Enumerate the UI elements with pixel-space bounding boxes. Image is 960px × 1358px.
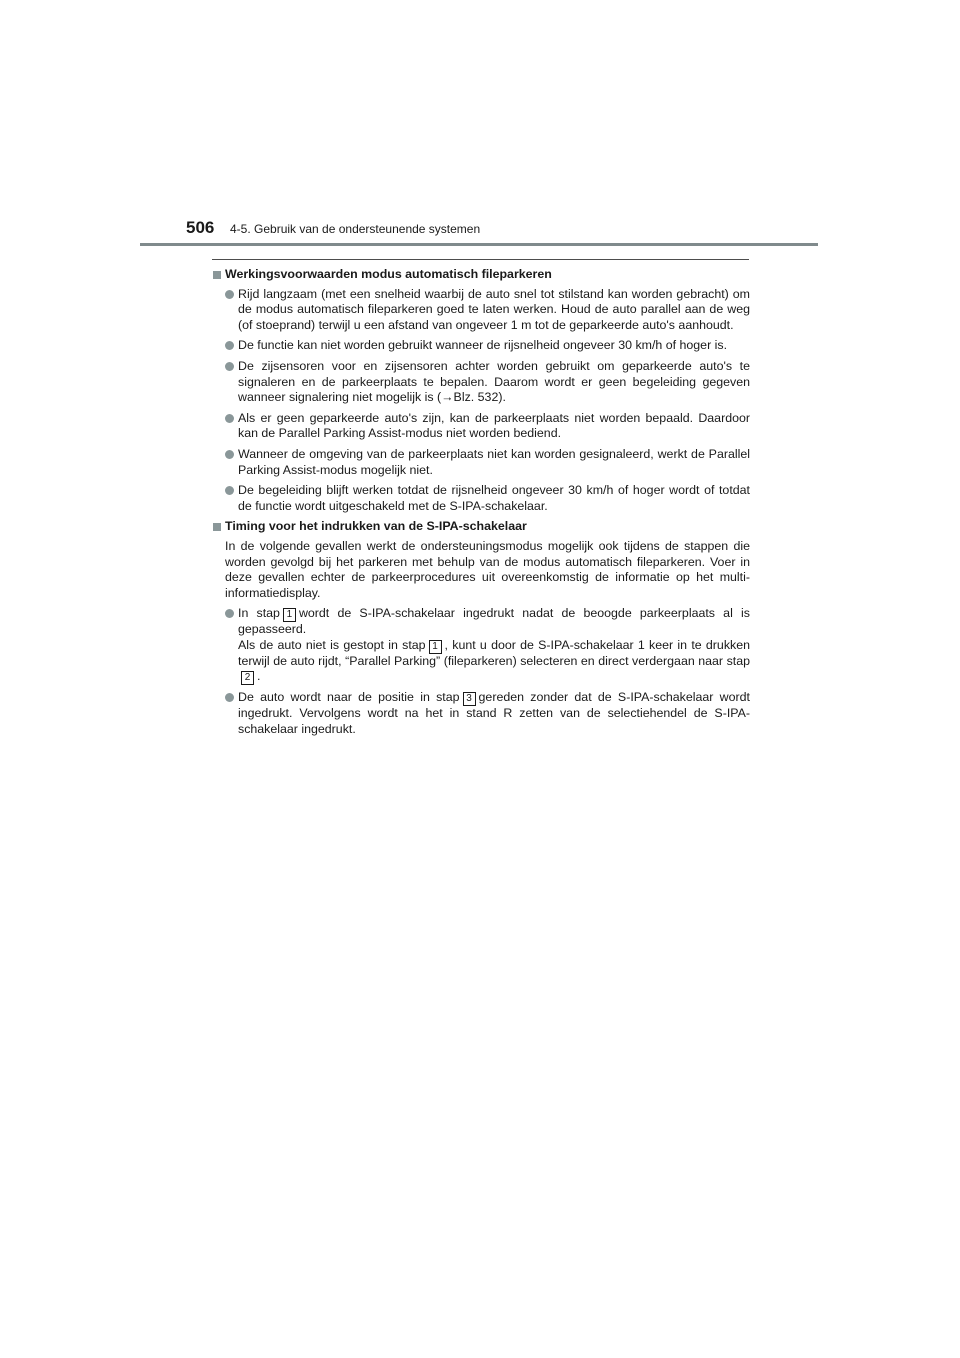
square-bullet-icon — [213, 523, 221, 531]
header-rule — [140, 243, 818, 246]
circle-bullet-icon — [225, 693, 234, 702]
text-run: Als de auto niet is gestopt in stap — [238, 637, 426, 652]
list-item-text: De functie kan niet worden gebruikt wanneer de rijsnelheid ongeveer 30 km/h of hoger is. — [238, 338, 728, 353]
list-item — [212, 606, 750, 685]
list-item — [212, 690, 750, 737]
circle-bullet-icon — [225, 290, 234, 299]
list-item — [212, 338, 750, 354]
list-item-text: De begeleiding blijft werken totdat de rijsnelheid ongeveer 30 km/h of hoger wordt of totdat de functie wordt uitgeschakeld met de S-IPA-schakelaar. — [238, 483, 750, 513]
section-title: Timing voor het indrukken van de S-IPA-schakelaar — [225, 519, 527, 534]
circle-bullet-icon — [225, 414, 234, 423]
list-item-line — [238, 606, 750, 638]
running-header: 4-5. Gebruik van de ondersteunende systemen — [230, 222, 481, 236]
page-number: 506 — [186, 218, 215, 237]
text-run: . — [257, 669, 261, 684]
step-number-badge: 1 — [283, 608, 296, 622]
list-item — [212, 411, 750, 442]
step-number-badge: 1 — [429, 640, 442, 654]
list-item — [212, 447, 750, 478]
list-item-text: Rijd langzaam (met een snelheid waarbij de auto snel tot stilstand kan worden gebracht) om de modus automatisch fileparkeren goed te laten werken. Houd de auto parallel aan de weg (of stoeprand) terwijl u een afstand van ongeveer 1 m tot de geparkeerde auto's aanhoudt. — [238, 286, 750, 332]
step-number-badge: 2 — [241, 671, 254, 685]
text-run: wordt de S-IPA-schakelaar ingedrukt nadat de beoogde parkeerplaats al is gepasseerd. — [238, 606, 750, 637]
circle-bullet-icon — [225, 341, 234, 350]
page-content — [212, 267, 750, 743]
list-item-text: De zijsensoren voor en zijsensoren achter worden gebruikt om geparkeerde auto's te signaleren en de parkeerplaats te bepalen. Daarom wordt er geen begeleiding gegeven wanneer signalering niet mogelijk is (→Blz. 532). — [238, 358, 750, 405]
text-run: , kunt u door de S-IPA-schakelaar 1 keer in te drukken terwijl de auto rijdt, “Parallel Parking” (fileparkeren) selecteren en direct verdergaan naar stap — [238, 637, 750, 668]
text-run: De auto wordt naar de positie in stap — [238, 690, 460, 705]
section-title: Werkingsvoorwaarden modus automatisch fileparkeren — [225, 267, 552, 281]
square-bullet-icon — [213, 271, 221, 279]
section-heading — [212, 519, 750, 535]
circle-bullet-icon — [225, 450, 234, 459]
list-item — [212, 287, 750, 334]
section-divider — [212, 259, 749, 260]
list-item-text: Wanneer de omgeving van de parkeerplaats niet kan worden gesignaleerd, werkt de Parallel Parking Assist-modus mogelijk niet. — [238, 446, 750, 477]
circle-bullet-icon — [225, 362, 234, 371]
section-heading — [212, 267, 750, 283]
list-item-line — [238, 638, 750, 686]
circle-bullet-icon — [225, 486, 234, 495]
list-item — [212, 483, 750, 514]
text-run: In stap — [238, 606, 280, 621]
intro-paragraph: In de volgende gevallen werkt de ondersteuningsmodus mogelijk ook tijdens de stappen die worden gevolgd bij het parkeren met behulp van de modus automatisch fileparkeren. Voer in deze gevallen echter de parkeerprocedures uit overeenkomstig de informatie op het multi-informatiedisplay. — [225, 538, 750, 600]
circle-bullet-icon — [225, 609, 234, 618]
list-item-text: Als er geen geparkeerde auto's zijn, kan de parkeerplaats niet worden bepaald. Daardoor kan de Parallel Parking Assist-modus niet worden bediend. — [238, 410, 750, 441]
text-run: gereden zonder dat de S-IPA-schakelaar wordt ingedrukt. Vervolgens wordt na het in stand R zetten van de selectiehendel de S-IPA-schakelaar ingedrukt. — [238, 690, 750, 737]
list-item — [212, 359, 750, 406]
step-number-badge: 3 — [463, 692, 476, 706]
